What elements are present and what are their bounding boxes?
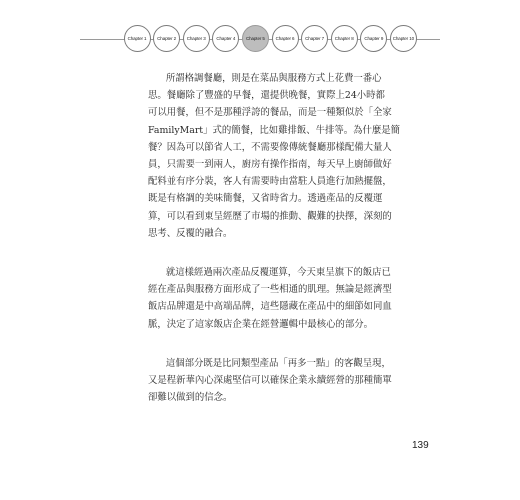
chapter-circle-6: Chapter 6 xyxy=(272,25,299,52)
chapter-circle-10: Chapter 10 xyxy=(390,25,417,52)
text-line: 可以用餐，但不是那種浮誇的餐品，而是一種類似於「全家 xyxy=(148,107,392,119)
body-text xyxy=(148,70,400,428)
chapter-circle-2: Chapter 2 xyxy=(153,25,180,52)
chapter-navigation xyxy=(0,0,520,80)
text-line: 思考、反覆的融合。 xyxy=(148,227,233,239)
text-line: 又是程新華內心深處堅信可以確保企業永續經營的那種簡單 xyxy=(148,375,392,387)
text-line: 既是有格調的美味簡餐，又省時省力。透過產品的反覆運 xyxy=(148,193,383,205)
page-number: 139 xyxy=(412,440,429,451)
paragraph xyxy=(148,264,392,333)
text-line: 配料並有序分裝，客人有需要時由當駐人員進行加熱擺盤， xyxy=(148,176,392,188)
chapter-circle-4: Chapter 4 xyxy=(212,25,239,52)
chapter-circle-1: Chapter 1 xyxy=(124,25,151,52)
chapter-circle-3: Chapter 3 xyxy=(183,25,210,52)
text-line: 思。餐廳除了豐盛的早餐，還提供晚餐，實際上24小時都 xyxy=(148,90,385,102)
text-line: FamilyMart」式的簡餐，比如雞排飯、牛排等。為什麼是簡 xyxy=(148,124,400,136)
text-line: 飯店品牌還是中高端品牌，這些隱藏在產品中的細節如同血 xyxy=(148,301,392,313)
text-line: 所謂格調餐廳，則是在菜品與服務方式上花費一番心 xyxy=(165,73,382,84)
text-line: 脈，決定了這家飯店企業在經營邏輯中最核心的部分。 xyxy=(148,318,374,330)
text-line: 卻難以做到的信念。 xyxy=(148,392,233,404)
text-line: 經在產品與服務方面形成了一些相通的肌理。無論是經濟型 xyxy=(148,284,392,296)
chapter-circle-9: Chapter 9 xyxy=(360,25,387,52)
text-line: 算，可以看到東呈經歷了市場的推動、觀難的抉擇，深刻的 xyxy=(148,210,392,222)
chapter-circle-5: Chapter 5 xyxy=(242,25,269,52)
text-line: 這個部分既是比同類型產品「再多一點」的客觀呈現， xyxy=(165,357,391,369)
paragraph xyxy=(148,355,392,407)
chapter-circle-8: Chapter 8 xyxy=(331,25,358,52)
text-line: 員，只需要一到兩人，廚房有操作指南，每天早上廚師做好 xyxy=(148,159,392,171)
text-line: 餐？因為可以節省人工，不需要像傳統餐廳那樣配備大量人 xyxy=(148,141,392,153)
chapter-circle-7: Chapter 7 xyxy=(301,25,328,52)
paragraph xyxy=(148,70,400,242)
text-line: 就這樣經過兩次產品反覆運算，今天東呈旗下的飯店已 xyxy=(165,267,391,279)
